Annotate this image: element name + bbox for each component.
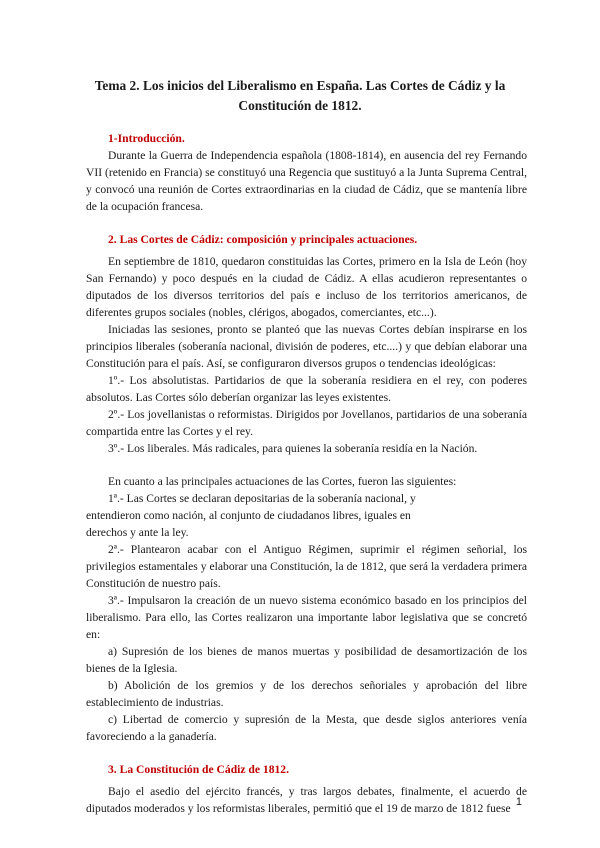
paragraph: Iniciadas las sesiones, pronto se planteó que las nuevas Cortes debían inspirarse en los principios liberales (soberanía nacional, división de poderes, etc....) y que debían elaborar una Constitución para el país. Así, se configuraron diversos grupos o tendencias ideológicas: bbox=[86, 323, 527, 370]
list-item: 2ª.- Plantearon acabar con el Antiguo Régimen, suprimir el régimen señorial, los privilegios estamentales y elaborar una Constitución, la de 1812, que será la verdadera primera Constitución de nuestro país. bbox=[86, 543, 527, 590]
paragraph: Bajo el asedio del ejército francés, y tras largos debates, finalmente, el acuerdo de diputados moderados y los reformistas liberales, permitió que el 19 de marzo de 1812 fuese bbox=[86, 785, 527, 815]
section-heading-introduccion: 1-Introducción. bbox=[108, 132, 185, 145]
title-line-1: Tema 2. Los inicios del Liberalismo en España. Las Cortes de Cádiz y la bbox=[94, 78, 506, 93]
paragraph: En septiembre de 1810, quedaron constituidas las Cortes, primero en la Isla de León (hoy San Fernando) y poco después en la ciudad de Cádiz. A ellas acudieron representantes o diputados de los diversos territorios del país e incluso de los territorios americanos, de diferentes grupos sociales (nobles, clérigos, abogados, comerciantes, etc...). bbox=[86, 255, 527, 319]
paragraph: Durante la Guerra de Independencia española (1808-1814), en ausencia del rey Fernando VII (retenido en Francia) se constituyó una Regencia que sustituyó a la Junta Suprema Central, y convocó una reunión de Cortes extraordinarias en la ciudad de Cádiz, que se mantenía libre de la ocupación francesa. bbox=[86, 149, 527, 213]
title-line-2: Constitución de 1812. bbox=[238, 98, 362, 113]
list-item-line: entendieron como nación, al conjunto de ciudadanos libres, iguales en bbox=[86, 509, 411, 522]
page-number: 1 bbox=[515, 796, 522, 808]
list-item-line: derechos y ante la ley. bbox=[86, 526, 189, 539]
list-item-line: 1ª.- Las Cortes se declaran depositarias de la soberanía nacional, y bbox=[108, 492, 416, 505]
section-heading-constitucion: 3. La Constitución de Cádiz de 1812. bbox=[108, 763, 290, 776]
list-item: 3ª.- Impulsaron la creación de un nuevo sistema económico basado en los principios del liberalismo. Para ello, las Cortes realizaron una importante labor legislativa que se concretó en: bbox=[86, 594, 527, 641]
section-heading-cortes: 2. Las Cortes de Cádiz: composición y principales actuaciones. bbox=[108, 233, 418, 246]
document-body bbox=[86, 130, 527, 817]
list-item: a) Supresión de los bienes de manos muertas y posibilidad de desamortización de los bienes de la Iglesia. bbox=[86, 645, 527, 675]
list-item: b) Abolición de los gremios y de los derechos señoriales y aprobación del libre establecimiento de industrias. bbox=[86, 679, 527, 709]
list-item: 2º.- Los jovellanistas o reformistas. Dirigidos por Jovellanos, partidarios de una soberanía compartida entre las Cortes y el rey. bbox=[86, 408, 527, 438]
list-item: 1º.- Los absolutistas. Partidarios de que la soberanía residiera en el rey, con poderes absolutos. Las Cortes sólo deberían organizar las leyes existentes. bbox=[86, 374, 527, 404]
list-item: c) Libertad de comercio y supresión de la Mesta, que desde siglos anteriores venía favoreciendo a la ganadería. bbox=[86, 713, 527, 743]
page-title bbox=[70, 76, 530, 116]
paragraph: En cuanto a las principales actuaciones de las Cortes, fueron las siguientes: bbox=[108, 475, 457, 488]
list-item: 3º.- Los liberales. Más radicales, para quienes la soberanía residía en la Nación. bbox=[108, 442, 478, 455]
